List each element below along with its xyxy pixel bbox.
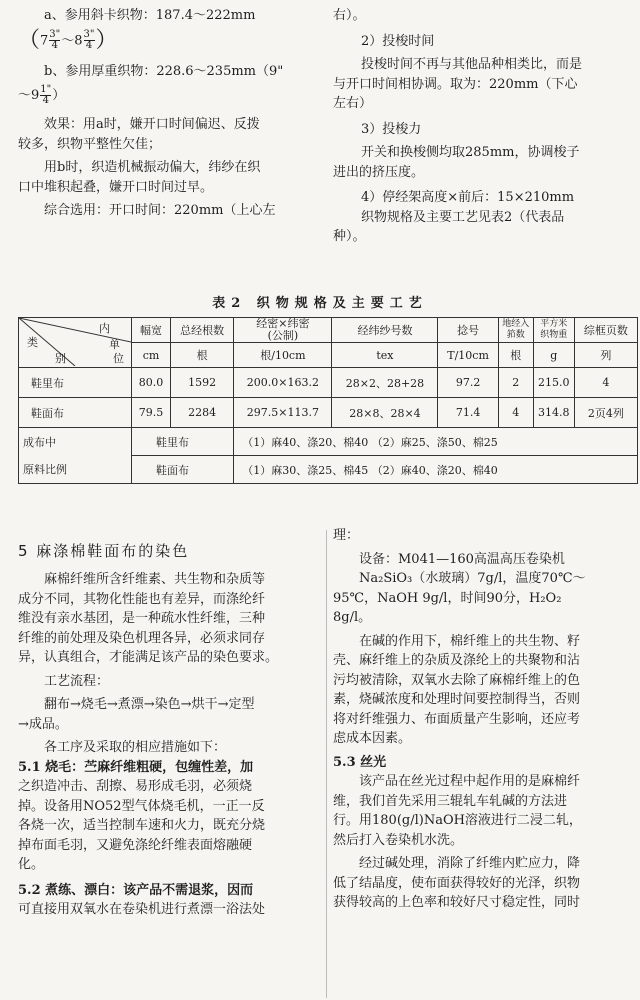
text-line: 可直接用双氧水在卷染机进行煮漂一浴法处 [18, 902, 266, 917]
process-flow-end: →成品。 [18, 716, 68, 732]
section-title: 5 麻涤棉鞋面布的染色 [18, 542, 190, 560]
unit-cell: T/10cm [438, 343, 498, 368]
text-line: 该产品在丝光过程中起作用的是麻棉纤 [359, 774, 581, 789]
text-line: 与开口时间相协调。取为：220mm（下心 [333, 76, 578, 92]
text-line: 壳、麻纤维上的杂质及涤纶上的共聚物和沾 [333, 653, 581, 668]
text-line: 经过碱处理，消除了纤维内贮应力，降 [359, 856, 581, 871]
effect-line-1: 效果：用a时，嫌开口时间偏迟、反拨 [44, 117, 260, 132]
unit-cell: g [533, 343, 574, 368]
text-line: 4）停经架高度×前后：15×210mm [361, 190, 575, 205]
diagonal-header-cell [19, 318, 132, 368]
diag-label-unit: 单 [109, 338, 120, 351]
text-line: 右）。 [333, 8, 366, 23]
unit-cell: 根 [171, 343, 234, 368]
header-reed-ends: 地经入筘数 [498, 318, 533, 343]
recipe-line: 8g/l。 [333, 610, 372, 625]
text-line: 种）。 [333, 229, 366, 244]
header-weight: 平方米织物重 [533, 318, 574, 343]
table-row [19, 398, 638, 428]
effect-line-3: 用b时，织造机械振动偏大，纬纱在织 [44, 160, 261, 175]
table-row [19, 428, 638, 456]
text-line: 低了结晶度，使布面获得较好的光泽，织物 [333, 875, 581, 891]
ratio-name-lining: 鞋里布 [132, 428, 234, 456]
table-cell: 2 [498, 368, 533, 398]
table-cell: 80.0 [132, 368, 171, 398]
text-line: 维，我们首先采用三辊轧车轧碱的方法进 [333, 793, 568, 809]
text-line: 素，烧碱浓度和处理时间要控制得当，否则 [333, 692, 581, 707]
ratio-label-1: 成布中 [19, 428, 132, 456]
table-cell: 2284 [171, 398, 234, 428]
fraction-b: $\frac{1"}{4}$ [40, 84, 52, 106]
unit-cell: 根/10cm [234, 343, 332, 368]
text-line: 虑成本因素。 [333, 731, 412, 746]
text-line: 在碱的作用下，棉纤维上的共生物、籽 [359, 633, 581, 649]
header-width: 幅宽 [132, 318, 171, 343]
unit-cell: 列 [574, 343, 637, 368]
text-line: 获得较高的上色率和较好尺寸稳定性，同时 [333, 895, 581, 910]
process-flow-heading: 工艺流程： [44, 673, 110, 689]
text-line: 纤维的前处理及染色机理各异，必须求同存 [18, 630, 266, 646]
subheading-shuttle-time: 2）投梭时间 [361, 33, 435, 49]
recipe-line: Na₂SiO₃（水玻璃）7g/l，温度70℃～ [359, 571, 586, 586]
table-cell: 314.8 [533, 398, 574, 428]
subsection-5-1: 5.1 烧毛：苎麻纤维粗硬，包缠性差，加 [18, 759, 254, 775]
option-a-line: a、参用斜卡织物：187.4～222mm [44, 8, 256, 23]
text-line: 将对纤维强力、布面质量产生影响，还应考 [333, 711, 581, 727]
ratio-label-2: 原料比例 [19, 456, 132, 484]
diag-label-category: 类 [27, 336, 38, 349]
section5-right-column [333, 526, 633, 913]
table-cell: 4 [498, 398, 533, 428]
table-cell: 97.2 [438, 368, 498, 398]
fabric-spec-table [18, 317, 638, 484]
table-cell: 71.4 [438, 398, 498, 428]
header-total-ends: 总经根数 [171, 318, 234, 343]
text-line: 理： [333, 528, 360, 543]
text-line: 投梭时间不再与其他品种相类比，而是 [361, 57, 583, 72]
text-line: 进出的挤压度。 [333, 164, 425, 180]
recipe-line: 95℃，NaOH 9g/l，时间90分，H₂O₂ [333, 590, 562, 606]
top-left-column [18, 6, 324, 221]
text-line: 各烧一次，适当控制车速和火力，既充分烧 [18, 818, 266, 833]
ratio-name-upper: 鞋面布 [132, 456, 234, 484]
unit-cell: tex [332, 343, 438, 368]
option-b-inch-line: ～9 $\frac{1"}{4}$ ） [18, 84, 66, 106]
row-name-upper: 鞋面布 [19, 398, 132, 428]
header-yarn-count: 经纬纱号数 [332, 318, 438, 343]
effect-line-2: 较多，织物平整性欠佳； [18, 136, 162, 152]
table-title: 表2 织物规格及主要工艺 [212, 296, 428, 311]
table-cell: 4 [574, 368, 637, 398]
text-line: 掉布面毛羽，又避免涤纶纤维表面熔融硬 [18, 837, 253, 853]
diag-label-content: 内 [99, 322, 110, 335]
unit-cell: cm [132, 343, 171, 368]
table-cell: 79.5 [132, 398, 171, 428]
fraction-a1: $\frac{3"}{4}$ [49, 29, 61, 51]
text-line: 麻棉纤维所含纤维素、共生物和杂质等 [44, 572, 266, 587]
table-cell: 1592 [171, 368, 234, 398]
equipment-line: 设备：M041—160高温高压卷染机 [359, 551, 565, 567]
table-cell: 2页4列 [574, 398, 637, 428]
text-line: 异，认真组合，才能满足该产品的染色要求。 [18, 650, 279, 665]
text-line: 开关和换梭侧均取285mm，协调梭子 [361, 145, 580, 160]
diag-label-pos: 位 [113, 352, 124, 365]
table-cell: 297.5×113.7 [234, 398, 332, 428]
row-name-lining: 鞋里布 [19, 368, 132, 398]
text-line: 掉。设备用NO52型气体烧毛机，一正一反 [18, 798, 265, 814]
column-divider [326, 530, 327, 998]
header-twist: 捻号 [438, 318, 498, 343]
text-line: 织物规格及主要工艺见表2（代表品 [361, 209, 565, 225]
subsection-5-2: 5.2 煮练、漂白：该产品不需退浆，因而 [18, 882, 254, 898]
text-line: 各工序及采取的相应措施如下： [44, 740, 227, 755]
section5-left-column [18, 570, 324, 920]
table-cell: 200.0×163.2 [234, 368, 332, 398]
unit-cell: 根 [498, 343, 533, 368]
header-heald-frames: 综框页数 [574, 318, 637, 343]
option-a-inch-line: （7 $\frac{3"}{4}$ ～8 $\frac{3"}{4}$ ） [18, 27, 118, 53]
effect-line-4: 口中堆积起叠，嫌开口时间过早。 [18, 179, 214, 195]
text-line: 化。 [18, 857, 45, 872]
text-line: 左右） [333, 96, 373, 111]
table-cell: 28×2、28+28 [332, 368, 438, 398]
effect-line-5: 综合选用：开口时间：220mm（上心左 [44, 203, 276, 218]
table-row [19, 456, 638, 484]
table-cell: 215.0 [533, 368, 574, 398]
text-line: 污均被清除，双氧水去除了麻棉纤维上的色 [333, 672, 581, 688]
text-line: 行。用180(g/l)NaOH溶液进行二浸二轧， [333, 813, 582, 828]
ratio-value-upper: （1）麻30、涤25、棉45 （2）麻40、涤20、棉40 [234, 456, 638, 484]
table-row [19, 368, 638, 398]
text-line: 维没有亲水基团，是一种疏水性纤维，三种 [18, 611, 266, 626]
table-header-row [19, 318, 638, 343]
text-line: 然后打入卷染机水洗。 [333, 832, 464, 848]
header-density: 经密×纬密 (公制) [234, 318, 332, 343]
text-line: 之织造冲击、刮擦、易形成毛羽，必须烧 [18, 779, 253, 794]
process-flow: 翻布→烧毛→煮漂→染色→烘干→定型 [44, 697, 255, 712]
diag-label-other: 别 [55, 352, 66, 365]
text-line: 成分不同，其物化性能也有差异，而涤纶纤 [18, 591, 266, 607]
ratio-value-lining: （1）麻40、涤20、棉40 （2）麻25、涤50、棉25 [234, 428, 638, 456]
top-right-column [333, 6, 633, 247]
fraction-a2: $\frac{3"}{4}$ [83, 29, 95, 51]
option-b-line: b、参用厚重织物：228.6～235mm（9" [44, 63, 284, 79]
subheading-shuttle-force: 3）投梭力 [361, 121, 422, 137]
table-cell: 28×8、28×4 [332, 398, 438, 428]
subsection-5-3: 5.3 丝光 [333, 754, 387, 770]
